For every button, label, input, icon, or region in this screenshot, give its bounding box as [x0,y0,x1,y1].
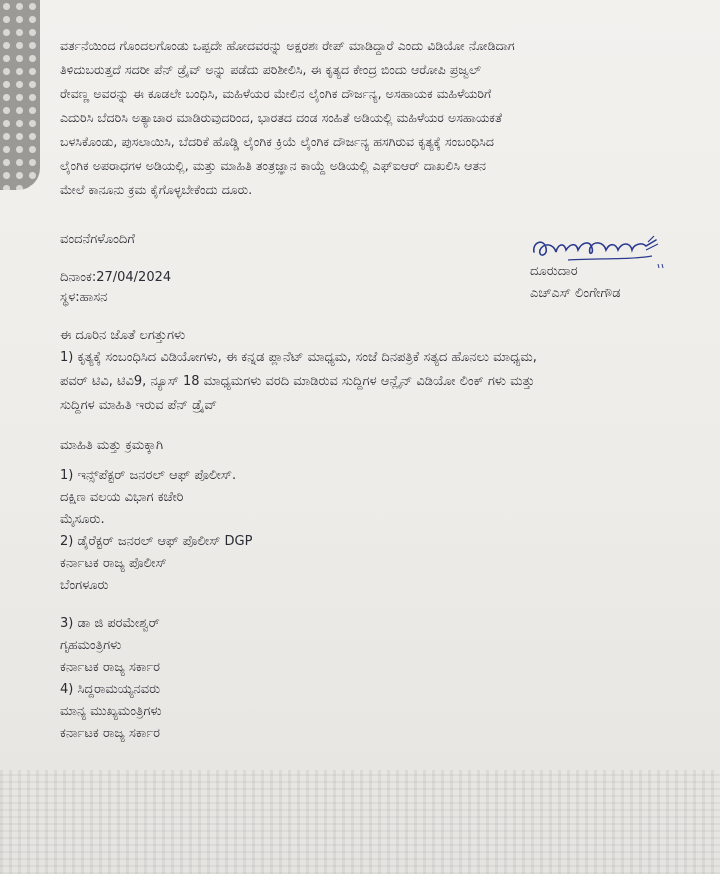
recipient-line: 4) ಸಿದ್ದರಾಮಯ್ಯನವರು [60,682,161,697]
recipient-line: ದಕ್ಷಿಣ ವಲಯ ವಿಭಾಗ ಕಚೇರಿ [60,490,184,505]
recipient-line: 3) ಡಾ ಜಿ ಪರಮೇಶ್ವರ್ [60,616,160,631]
recipient-line: ಕರ್ನಾಟಕ ರಾಜ್ಯ ಸರ್ಕಾರ [60,660,160,675]
copy-to-heading: ಮಾಹಿತಿ ಮತ್ತು ಕ್ರಮಕ್ಕಾಗಿ [60,438,164,453]
recipient-line: 2) ಡೈರೆಕ್ಟರ್ ಜನರಲ್ ಆಫ್ ಪೊಲೀಸ್ DGP [60,534,253,549]
recipient-line: ಕರ್ನಾಟಕ ರಾಜ್ಯ ಪೊಲೀಸ್ [60,556,167,571]
recipient-line: ಬೆಂಗಳೂರು [60,578,109,593]
attachment-line: ಸುದ್ದಿಗಳ ಮಾಹಿತಿ ಇರುವ ಪೆನ್ ಡ್ರೈವ್ [60,398,217,413]
signatory-title: ದೂರುದಾರ [530,264,578,279]
paragraph-line: ಲೈಂಗಿಕ ಅಪರಾಧಗಳ ಅಡಿಯಲ್ಲಿ, ಮತ್ತು ಮಾಹಿತಿ ತಂತ್ರಜ್ಞಾನ ಕಾಯ್ದೆ ಅಡಿಯಲ್ಲಿ ಎಫ್‌ಐಆರ್ ದಾಖಲಿಸಿ ಆತನ [60,159,486,173]
place-line: ಸ್ಥಳ:ಹಾಸನ [60,290,108,305]
recipient-line: 1) ಇನ್ಸ್‌ಪೆಕ್ಟರ್ ಜನರಲ್ ಆಫ್ ಪೊಲೀಸ್. [60,468,237,483]
paragraph-line: ಎದುರಿಸಿ ಬೆದರಿಸಿ ಅತ್ಯಾಚಾರ ಮಾಡಿರುವುದರಿಂದ, ಭಾರತದ ದಂಡ ಸಂಹಿತೆ ಅಡಿಯಲ್ಲಿ ಮಹಿಳೆಯರ ಅಸಹಾಯಕತೆ [60,111,503,125]
bleed-through-text-area [0,770,720,874]
paragraph-line: ತಿಳಿದುಬರುತ್ತದೆ ಸದರೀ ಪೆನ್ ಡ್ರೈವ್ ಅನ್ನು ಪಡೆದು ಪರಿಶೀಲಿಸಿ, ಈ ಕೃತ್ಯದ ಕೇಂದ್ರ ಬಿಂದು ಆರೋಪಿ ಪ್ರಜ್ವಲ್ [60,63,482,77]
paragraph-line: ಮೇಲೆ ಕಾನೂನು ಕ್ರಮ ಕೈಗೊಳ್ಳಬೇಕೆಂದು ದೂರು. [60,183,253,197]
recipient-line: ಮೈಸೂರು. [60,512,105,527]
paragraph-line: ರೇವಣ್ಣ ಅವರನ್ನು ಈ ಕೂಡಲೇ ಬಂಧಿಸಿ, ಮಹಿಳೆಯರ ಮೇಲಿನ ಲೈಂಗಿಕ ದೌರ್ಜನ್ಯ, ಅಸಹಾಯಕ ಮಹಿಳೆಯರಿಗೆ [60,87,492,101]
perforated-surface-corner [0,0,40,190]
closing-salutation: ವಂದನೆಗಳೊಂದಿಗೆ [60,232,135,247]
recipient-line: ಕರ್ನಾಟಕ ರಾಜ್ಯ ಸರ್ಕಾರ [60,726,160,741]
attachment-line: 1) ಕೃತ್ಯಕ್ಕೆ ಸಂಬಂಧಿಸಿದ ವಿಡಿಯೋಗಳು, ಈ ಕನ್ನಡ ಪ್ಲಾನೆಟ್ ಮಾಧ್ಯಮ, ಸಂಜೆ ದಿನಪತ್ರಿಕೆ ಸತ್ಯದ ಹೊನಲು ಮಾಧ್ಯಮ, [60,350,537,365]
signatory-name: ಎಚ್‌ಎಸ್ ಲಿಂಗೇಗೌಡ [530,286,621,301]
recipient-line: ಮಾನ್ಯ ಮುಖ್ಯಮಂತ್ರಿಗಳು [60,704,162,719]
date-line: ದಿನಾಂಕ:27/04/2024 [60,270,172,285]
paragraph-line: ಬಳಸಿಕೊಂಡು, ಪುಸಲಾಯಿಸಿ, ಬೆದರಿಕೆ ಹೊಡ್ಡಿ ಲೈಂಗಿಕ ಕ್ರಿಯೆ ಲೈಂಗಿಕ ದೌರ್ಜನ್ಯ ಹಸಗಿರುವ ಕೃತ್ಯಕ್ಕೆ ಸಂಬಂಧಿಸಿದ [60,135,494,149]
attachment-line: ಪವರ್ ಟಿವಿ, ಟಿವಿ9, ನ್ಯೂಸ್ 18 ಮಾಧ್ಯಮಗಳು ವರದಿ ಮಾಡಿರುವ ಸುದ್ದಿಗಳ ಆನ್ಲೈನ್ ವಿಡಿಯೋ ಲಿಂಕ್ ಗಳು ಮತ್ತು [60,374,535,389]
attachments-heading: ಈ ದೂರಿನ ಜೊತೆ ಲಗತ್ತುಗಳು [60,328,186,343]
paragraph-line: ವರ್ತನೆಯಿಂದ ಗೊಂದಲಗೊಂಡು ಒಪ್ಪದೇ ಹೋದವರನ್ನು ಅಕ್ಷರಶಃ ರೇಪ್ ಮಾಡಿದ್ದಾರೆ ಎಂದು ವಿಡಿಯೋ ನೋಡಿದಾಗ [60,39,515,53]
recipient-line: ಗೃಹಮಂತ್ರಿಗಳು [60,638,122,653]
